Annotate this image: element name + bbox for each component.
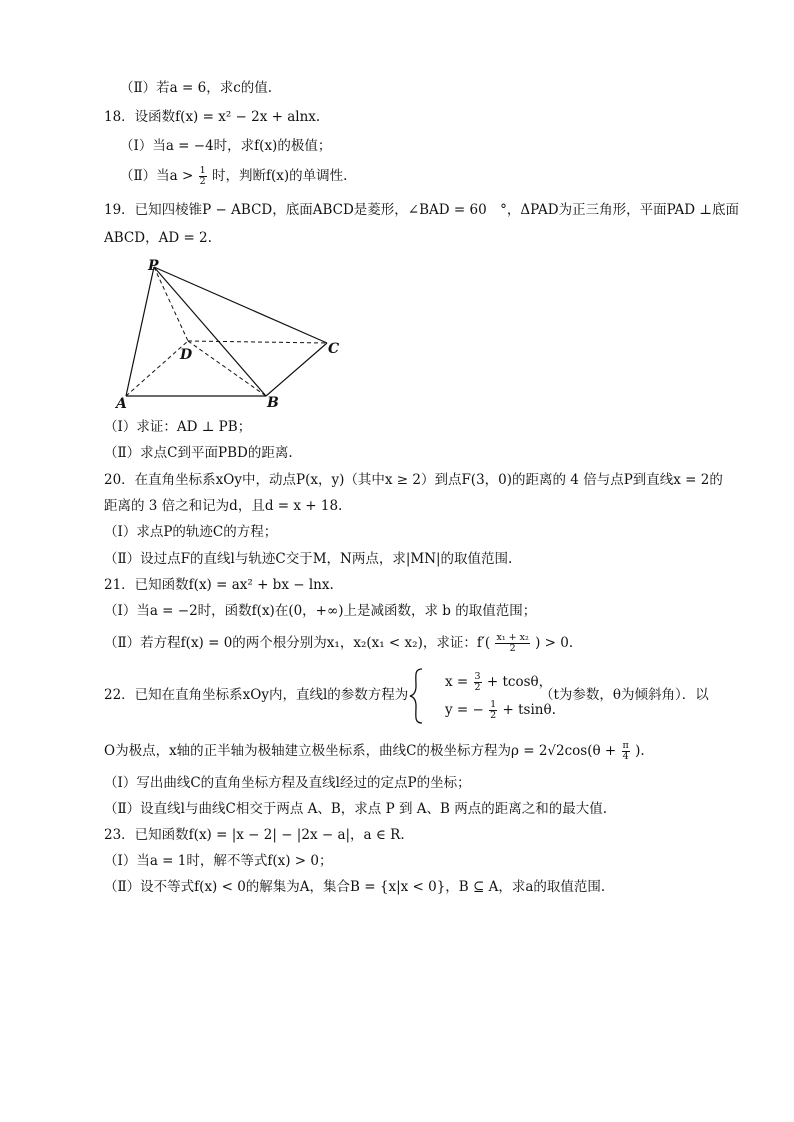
q23-part1: （Ⅰ）当a = 1时，解不等式f(x) > 0； xyxy=(104,853,333,869)
question-21: 21．已知函数f(x) = ax² + bx − lnx. xyxy=(104,577,334,593)
line-q17-part2: （Ⅱ）若a = 6，求c的值. xyxy=(120,80,273,96)
question-19-line1: 19．已知四棱锥P − ABCD，底面ABCD是菱形，∠BAD = 60 °，ΔPAD为正三角形，平面PAD ⊥底面 xyxy=(104,202,740,218)
q20-part1: （Ⅰ）求点P的轨迹C的方程； xyxy=(104,524,278,540)
pyramid-figure xyxy=(112,255,352,413)
edge-PD xyxy=(154,267,188,341)
edge-PA xyxy=(126,267,154,396)
question-20-line2: 距离的 3 倍之和记为d，且d = x + 18. xyxy=(104,498,343,514)
q20-part2: （Ⅱ）设过点F的直线l与轨迹C交于M，N两点，求|MN|的取值范围. xyxy=(104,551,513,567)
system-brace xyxy=(408,668,424,724)
edge-DB xyxy=(188,341,266,396)
q22-part2: （Ⅱ）设直线l与曲线C相交于两点 A、B，求点 P 到 A、B 两点的距离之和的最大值. xyxy=(104,801,607,817)
edge-DC xyxy=(188,341,327,343)
q23-part2: （Ⅱ）设不等式f(x) < 0的解集为A，集合B = {x|x < 0}，B ⊆ A，求a的取值范围. xyxy=(104,879,606,895)
param-equation-x: x = $\frac{3}{2}$ + tcosθ， xyxy=(445,671,553,693)
q19-part1: （Ⅰ）求证：AD ⊥ PB； xyxy=(104,419,252,435)
question-23: 23．已知函数f(x) = |x − 2| − |2x − a|，a ∈ R. xyxy=(104,827,405,843)
edge-PC xyxy=(154,267,327,343)
question-22-line1: 22．已知在直角坐标系xOy内，直线l的参数方程为 xyxy=(104,687,409,703)
edge-BC xyxy=(266,343,327,396)
fraction-three-half: $\frac{3}{2}$ xyxy=(474,671,481,693)
edge-PB xyxy=(154,267,266,396)
q22-part1: （Ⅰ）写出曲线C的直角坐标方程及直线l经过的定点P的坐标； xyxy=(104,775,471,791)
question-19-line2: ABCD，AD = 2. xyxy=(104,230,212,246)
question-18: 18．设函数f(x) = x² − 2x + alnx. xyxy=(104,109,321,125)
label-B: B xyxy=(267,395,279,411)
fraction-pi-4: $\frac{\pi}{4}$ xyxy=(622,740,629,762)
param-note: （t为参数，θ为倾斜角）．以 xyxy=(540,687,709,703)
question-20-line1: 20．在直角坐标系xOy中，动点P(x，y)（其中x ≥ 2）到点F(3，0)的距离的 4 倍与点P到直线x = 2的 xyxy=(104,472,723,488)
q18-part2: （Ⅱ）当a > $\frac{1}{2}$ 时，判断f(x)的单调性. xyxy=(120,165,348,187)
question-22-line2: O为极点，x轴的正半轴为极轴建立极坐标系，曲线C的极坐标方程为ρ = 2√2cos(θ + $\frac{\pi}{4}$ ). xyxy=(104,740,645,762)
fraction-neg-half: $\frac{1}{2}$ xyxy=(490,699,497,721)
q21-part2: （Ⅱ）若方程f(x) = 0的两个根分别为x₁，x₂(x₁ < x₂)，求证：f′( $\frac{\text{x₁ + x₂}}{2}$ ) > 0. xyxy=(104,632,574,654)
q21-part1: （Ⅰ）当a = −2时，函数f(x)在(0，+∞)上是减函数，求 b 的取值范围； xyxy=(104,603,537,619)
label-P: P xyxy=(148,258,159,274)
edge-AD xyxy=(126,341,188,396)
label-D: D xyxy=(180,347,193,363)
fraction-x-sum: $\frac{\text{x₁ + x₂}}{2}$ xyxy=(496,632,529,654)
label-C: C xyxy=(328,341,340,357)
q19-part2: （Ⅱ）求点C到平面PBD的距离. xyxy=(104,445,293,461)
label-A: A xyxy=(116,396,127,412)
q18-part1: （Ⅰ）当a = −4时，求f(x)的极值； xyxy=(120,138,332,154)
fraction-one-half: $\frac{1}{2}$ xyxy=(199,165,206,187)
param-equation-y: y = − $\frac{1}{2}$ + tsinθ. xyxy=(445,699,556,721)
